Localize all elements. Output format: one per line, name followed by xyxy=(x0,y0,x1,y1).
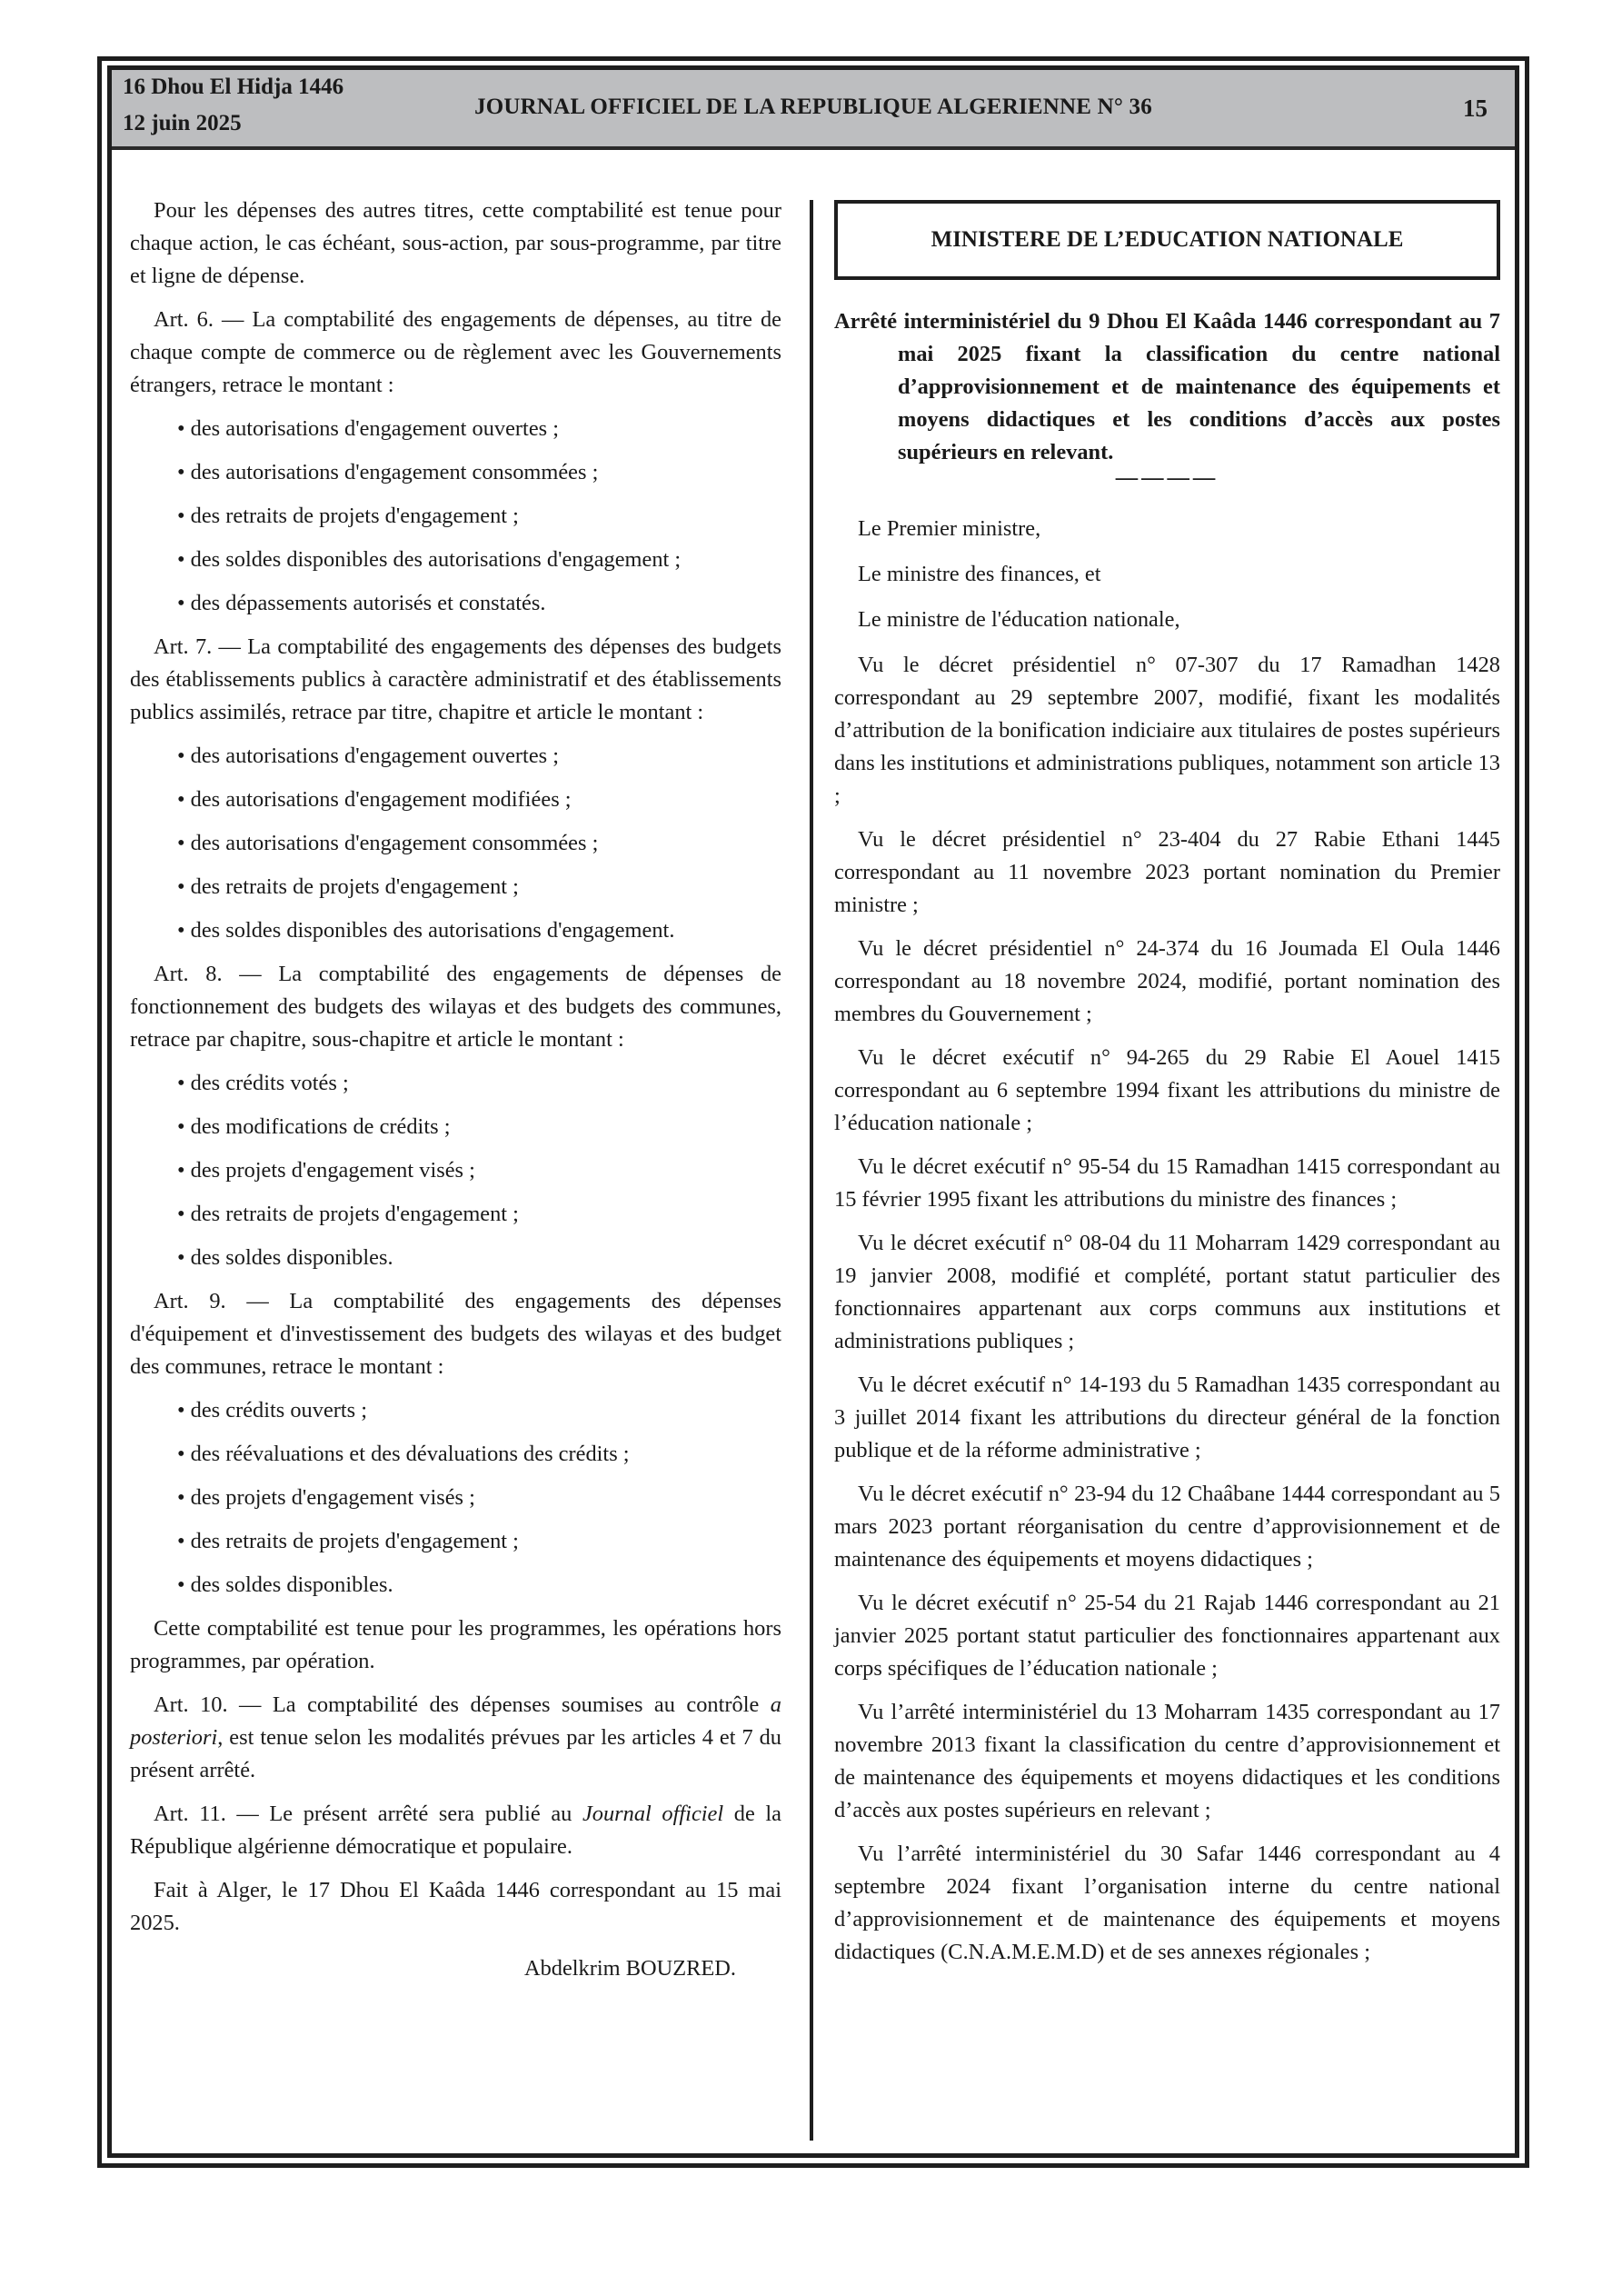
signatory: Le Premier ministre, xyxy=(858,516,1041,541)
article-9-list xyxy=(130,1394,781,1602)
visa-paragraph: Vu le décret exécutif n° 23-94 du 12 Chaâbane 1444 correspondant au 5 mars 2023 portant réorganisation du centre d’approvisionnement et de maintenance des équipements et moyens didactiques ; xyxy=(834,1482,1500,1572)
article-6: Art. 6. — La comptabilité des engagements de dépenses, au titre de chaque compte de commerce ou de règlement avec les Gouvernements étrangers, retrace le montant : xyxy=(130,307,781,397)
intro-paragraph: Pour les dépenses des autres titres, cette comptabilité est tenue pour chaque action, le cas échéant, sous-action, par sous-programme, par titre et ligne de dépense. xyxy=(130,198,781,288)
article-8: Art. 8. — La comptabilité des engagements de dépenses de fonctionnement des budgets des wilayas et des budgets des communes, retrace par chapitre, sous-chapitre et article le montant : xyxy=(130,962,781,1052)
article-9: Art. 9. — La comptabilité des engagements des dépenses d'équipement et d'investissement des budgets des wilayas et des budget des communes, retrace le montant : xyxy=(130,1289,781,1379)
done-at: Fait à Alger, le 17 Dhou El Kaâda 1446 correspondant au 15 mai 2025. xyxy=(130,1878,781,1935)
list-item: • des soldes disponibles. xyxy=(177,1569,781,1602)
article-10-text-a: Art. 10. — La comptabilité des dépenses soumises au contrôle xyxy=(154,1692,771,1717)
visa-paragraph: Vu le décret présidentiel n° 23-404 du 27 Rabie Ethani 1445 correspondant au 11 novembre 2023 portant nomination du Premier ministre ; xyxy=(834,827,1500,917)
list-item: • des crédits ouverts ; xyxy=(177,1394,781,1427)
header-gregorian-date: 12 juin 2025 xyxy=(123,111,242,135)
article-11 xyxy=(130,1798,781,1863)
visa-paragraph: Vu l’arrêté interministériel du 30 Safar 1446 correspondant au 4 septembre 2024 fixant l’organisation interne du centre national d’approvisionnement et de maintenance des équipements et moyens didactiques (C.N.A.M.E.M.D) et de ses annexes régionales ; xyxy=(834,1842,1500,1964)
list-item: • des autorisations d'engagement consommées ; xyxy=(177,456,781,489)
visa-paragraph: Vu le décret exécutif n° 14-193 du 5 Ramadhan 1435 correspondant au 3 juillet 2014 fixant les attributions du directeur général de la fonction publique et de la réforme administrative ; xyxy=(834,1373,1500,1462)
list-item: • des réévaluations et des dévaluations des crédits ; xyxy=(177,1438,781,1471)
journal-title: JOURNAL OFFICIEL DE LA REPUBLIQUE ALGERIENNE N° 36 xyxy=(474,95,1152,119)
article-7-list xyxy=(130,740,781,947)
list-item: • des autorisations d'engagement modifiées ; xyxy=(177,784,781,816)
separator-dashes: ———— xyxy=(1115,465,1219,490)
list-item: • des autorisations d'engagement ouvertes ; xyxy=(177,740,781,773)
article-7: Art. 7. — La comptabilité des engagements des dépenses des budgets des établissements publics à caractère administratif et des établissements publics assimilés, retrace par titre, chapitre et article le montant : xyxy=(130,634,781,724)
list-item: • des retraits de projets d'engagement ; xyxy=(177,1525,781,1558)
list-item: • des projets d'engagement visés ; xyxy=(177,1482,781,1514)
visa-paragraph: Vu l’arrêté interministériel du 13 Moharram 1435 correspondant au 17 novembre 2013 fixant la classification du centre d’approvisionnement et de maintenance des équipements et moyens didactiques et les conditions d’accès aux postes supérieurs en relevant ; xyxy=(834,1700,1500,1822)
article-10-italic: a posteriori xyxy=(130,1692,781,1750)
article-11-text-a: Art. 11. — Le présent arrêté sera publié au xyxy=(154,1802,582,1826)
arrete-title: Arrêté interministériel du 9 Dhou El Kaâda 1446 correspondant au 7 mai 2025 fixant la classification du centre national d’approvisionnement et de maintenance des équipements et moyens didactiques et les conditions d’accès aux postes supérieurs en relevant. xyxy=(834,309,1500,464)
list-item: • des retraits de projets d'engagement ; xyxy=(177,871,781,903)
list-item: • des autorisations d'engagement ouvertes ; xyxy=(177,413,781,445)
article-11-text-b: de la République algérienne démocratique et populaire. xyxy=(130,1802,782,1859)
visa-paragraph: Vu le décret présidentiel n° 24-374 du 16 Joumada El Oula 1446 correspondant au 18 novembre 2024, modifié, portant nomination des membres du Gouvernement ; xyxy=(834,936,1500,1026)
signatory: Le ministre des finances, et xyxy=(858,562,1101,586)
list-item: • des retraits de projets d'engagement ; xyxy=(177,500,781,533)
left-column xyxy=(130,195,781,1985)
visa-paragraph: Vu le décret exécutif n° 95-54 du 15 Ramadhan 1415 correspondant au 15 février 1995 fixant les attributions du ministre des finances ; xyxy=(834,1154,1500,1212)
list-item: • des projets d'engagement visés ; xyxy=(177,1154,781,1187)
signatory: Le ministre de l'éducation nationale, xyxy=(858,607,1180,632)
article-10 xyxy=(130,1689,781,1787)
visa-paragraph: Vu le décret exécutif n° 94-265 du 29 Rabie El Aouel 1415 correspondant au 6 septembre 1994 fixant les attributions du ministre de l’éducation nationale ; xyxy=(834,1045,1500,1135)
right-column xyxy=(834,195,1500,1980)
article-6-list xyxy=(130,413,781,620)
list-item: • des autorisations d'engagement consommées ; xyxy=(177,827,781,860)
visa-paragraph: Vu le décret présidentiel n° 07-307 du 17 Ramadhan 1428 correspondant au 29 septembre 2007, modifié, fixant les modalités d’attribution de la bonification indiciaire aux titulaires de postes supérieurs dans les institutions et administrations publiques, notamment son article 13 ; xyxy=(834,653,1500,808)
signature: Abdelkrim BOUZRED. xyxy=(523,1956,736,1981)
article-11-italic: Journal officiel xyxy=(582,1802,724,1826)
article-10-text-b: , est tenue selon les modalités prévues par les articles 4 et 7 du présent arrêté. xyxy=(130,1725,781,1782)
column-divider xyxy=(810,200,813,2141)
visa-paragraph: Vu le décret exécutif n° 08-04 du 11 Moharram 1429 correspondant au 19 janvier 2008, modifié et complété, portant statut particulier des fonctionnaires appartenant aux corps communs aux institutions et administrations publiques ; xyxy=(834,1231,1500,1353)
article-9-note: Cette comptabilité est tenue pour les programmes, les opérations hors programmes, par opération. xyxy=(130,1616,781,1673)
list-item: • des soldes disponibles. xyxy=(177,1242,781,1274)
list-item: • des soldes disponibles des autorisations d'engagement ; xyxy=(177,544,781,576)
list-item: • des crédits votés ; xyxy=(177,1067,781,1100)
ministry-heading-box xyxy=(834,200,1500,280)
header-hijri-date: 16 Dhou El Hidja 1446 xyxy=(123,75,344,99)
list-item: • des soldes disponibles des autorisations d'engagement. xyxy=(177,914,781,947)
visa-paragraph: Vu le décret exécutif n° 25-54 du 21 Rajab 1446 correspondant au 21 janvier 2025 portant statut particulier des fonctionnaires appartenant aux corps spécifiques de l’éducation nationale ; xyxy=(834,1591,1500,1681)
article-8-list xyxy=(130,1067,781,1274)
list-item: • des modifications de crédits ; xyxy=(177,1111,781,1143)
ministry-heading: MINISTERE DE L’EDUCATION NATIONALE xyxy=(930,227,1404,252)
page-header xyxy=(112,70,1515,150)
page-number: 15 xyxy=(1463,95,1488,122)
list-item: • des retraits de projets d'engagement ; xyxy=(177,1198,781,1231)
list-item: • des dépassements autorisés et constatés. xyxy=(177,587,781,620)
